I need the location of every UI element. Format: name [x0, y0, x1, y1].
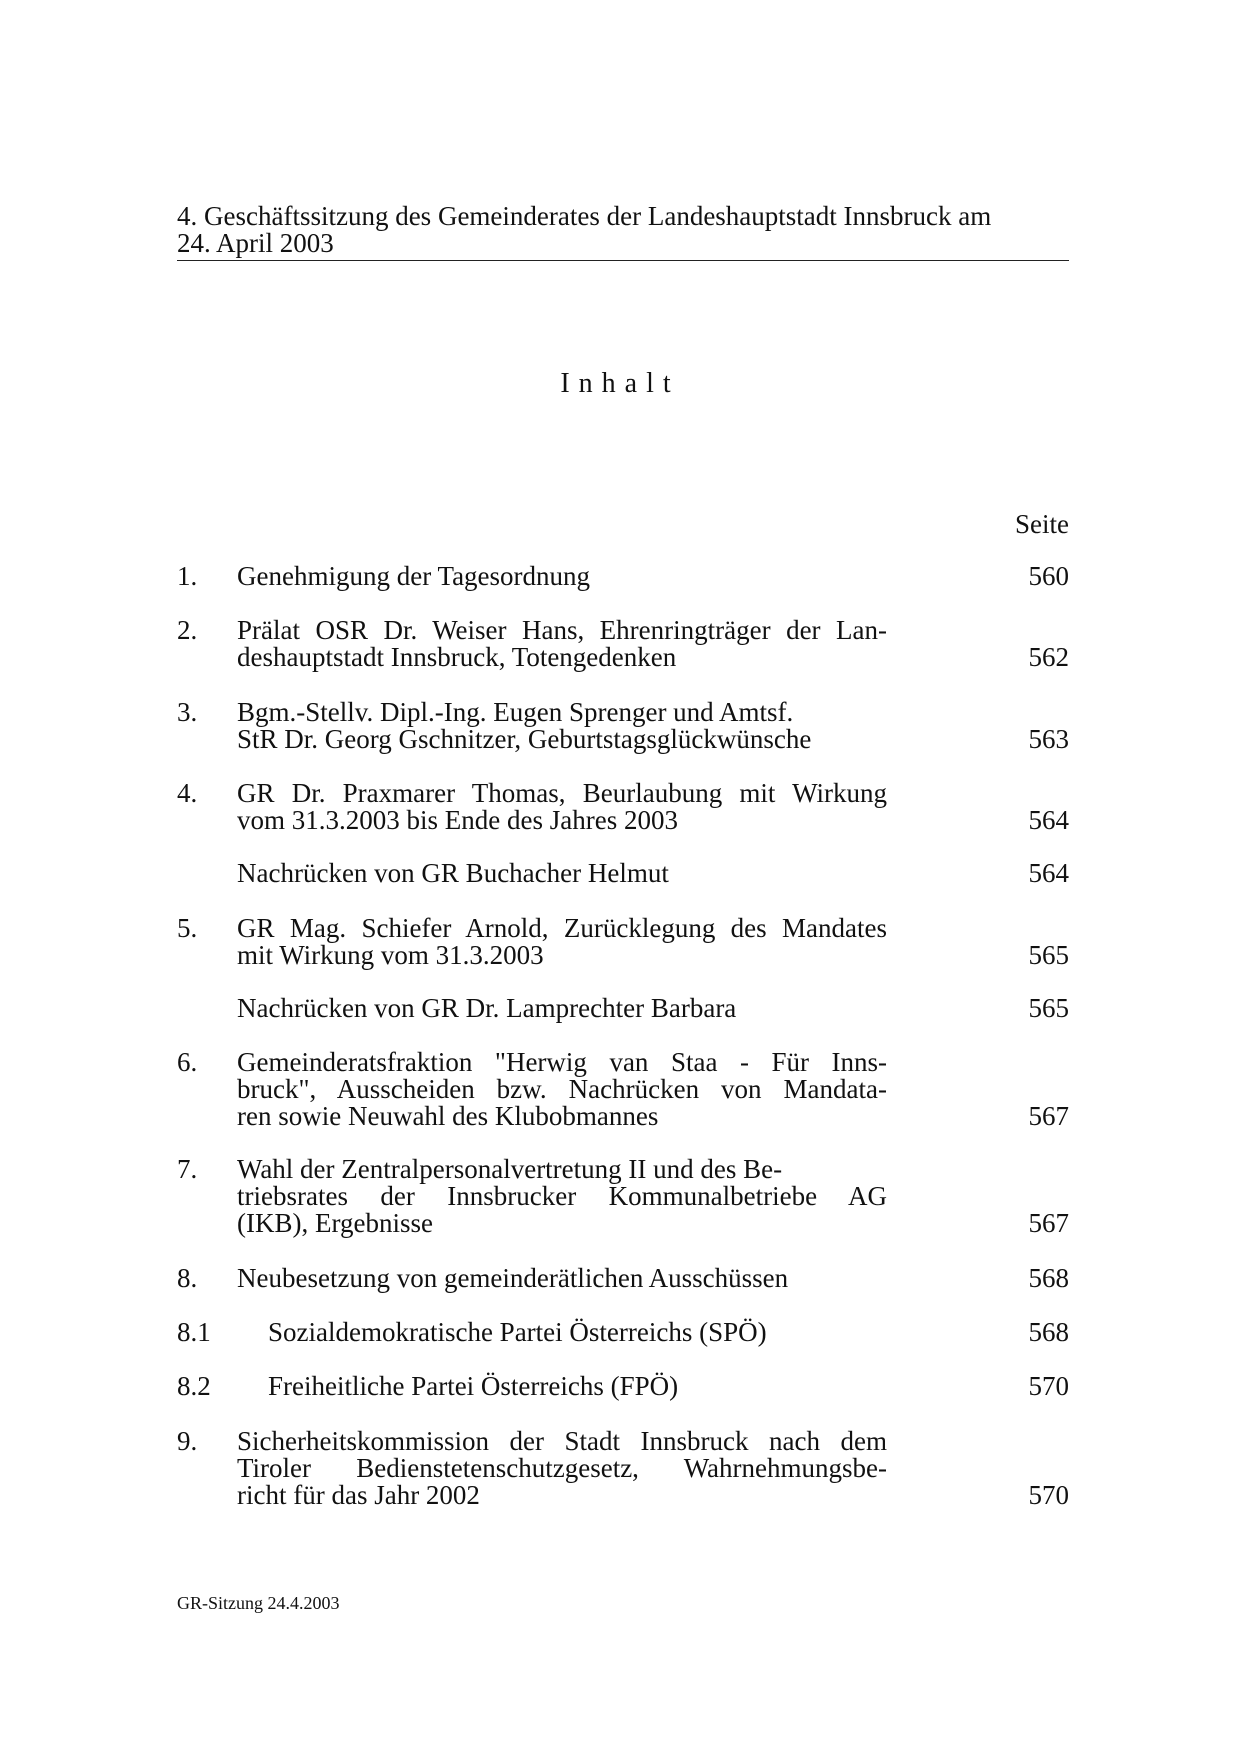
toc-entry [177, 915, 1069, 969]
toc-entry-page: 565 [1028, 940, 1069, 970]
toc-entry-line: Tiroler Bedienstetenschutzgesetz, Wahrnehmungsbe- [237, 1453, 887, 1483]
toc-entry-line: deshauptstadt Innsbruck, Totengedenken [237, 642, 677, 672]
toc-entry-text [237, 563, 887, 590]
toc-entry-line: GR Dr. Praxmarer Thomas, Beurlaubung mit Wirkung [237, 778, 887, 808]
toc-entry-number: 1. [177, 561, 198, 591]
toc-entry-number: 2. [177, 615, 198, 645]
toc-entry-number: 7. [177, 1154, 198, 1184]
toc-entry [177, 860, 1069, 887]
toc-entry-number: 4. [177, 778, 198, 808]
toc-entry-text [237, 1265, 887, 1292]
toc-entry-number: 9. [177, 1426, 198, 1456]
toc-entry-number: 3. [177, 697, 198, 727]
toc-entry-page: 570 [1028, 1480, 1069, 1510]
toc-entry-line: triebsrates der Innsbrucker Kommunalbetriebe AG [237, 1181, 887, 1211]
toc-entry-text [237, 780, 887, 834]
toc-entry-page: 570 [1028, 1371, 1069, 1401]
toc-entry-text [268, 1319, 918, 1346]
toc-entry-line: Genehmigung der Tagesordnung [237, 561, 591, 591]
header-line-1: 4. Geschäftssitzung des Gemeinderates der Landeshauptstadt Innsbruck am [177, 201, 992, 231]
toc-entry-line: bruck", Ausscheiden bzw. Nachrücken von Mandata- [237, 1074, 887, 1104]
toc-entry-text [237, 995, 887, 1022]
toc-entry-text [237, 699, 887, 753]
toc-entry-page: 560 [1028, 561, 1069, 591]
toc-entry-page: 564 [1028, 858, 1069, 888]
toc-entry-line: Nachrücken von GR Buchacher Helmut [237, 858, 669, 888]
toc-entry [177, 1319, 1069, 1346]
page-column-label: Seite [1015, 509, 1069, 539]
toc-entry-page: 568 [1028, 1263, 1069, 1293]
toc-entry-text [237, 1049, 887, 1130]
toc-entry-line: Prälat OSR Dr. Weiser Hans, Ehrenringträger der Lan- [237, 615, 887, 645]
toc-entry-line: StR Dr. Georg Gschnitzer, Geburtstagsglückwünsche [237, 724, 812, 754]
header-line-2: 24. April 2003 [177, 228, 334, 258]
toc-entry-text [237, 915, 887, 969]
toc-entry-number: 6. [177, 1047, 198, 1077]
toc-entry-page: 567 [1028, 1208, 1069, 1238]
toc-entry-line: GR Mag. Schiefer Arnold, Zurücklegung des Mandates [237, 913, 887, 943]
toc-title: Inhalt [560, 368, 680, 399]
toc-entry [177, 563, 1069, 590]
toc-entry [177, 995, 1069, 1022]
toc-entry-line: Freiheitliche Partei Österreichs (FPÖ) [268, 1371, 679, 1401]
toc-entry-number: 5. [177, 913, 198, 943]
toc-entry-line: Sicherheitskommission der Stadt Innsbruck nach dem [237, 1426, 887, 1456]
toc-entry [177, 699, 1069, 753]
toc-entry-line: ren sowie Neuwahl des Klubobmannes [237, 1101, 659, 1131]
toc-entry [177, 780, 1069, 834]
toc-entry-page: 568 [1028, 1317, 1069, 1347]
document-header [177, 203, 1069, 261]
toc-entry-number: 8. [177, 1263, 198, 1293]
toc-entry-text [237, 617, 887, 671]
toc-entry [177, 1265, 1069, 1292]
toc-entry-line: Neubesetzung von gemeinderätlichen Ausschüssen [237, 1263, 789, 1293]
toc-entry [177, 1049, 1069, 1130]
toc-entry-line: Gemeinderatsfraktion "Herwig van Staa - Für Inns- [237, 1047, 887, 1077]
toc-entry-page: 562 [1028, 642, 1069, 672]
toc-entry-line: (IKB), Ergebnisse [237, 1208, 433, 1238]
toc-entry [177, 1373, 1069, 1400]
toc-entry-text [268, 1373, 918, 1400]
toc-entry-line: Wahl der Zentralpersonalvertretung II und des Be- [237, 1154, 783, 1184]
toc-entry-line: mit Wirkung vom 31.3.2003 [237, 940, 544, 970]
toc-entry-page: 563 [1028, 724, 1069, 754]
toc-entry-line: Nachrücken von GR Dr. Lamprechter Barbara [237, 993, 737, 1023]
toc-entry-page: 565 [1028, 993, 1069, 1023]
toc-entry-page: 564 [1028, 805, 1069, 835]
toc-entry-line: vom 31.3.2003 bis Ende des Jahres 2003 [237, 805, 678, 835]
toc-entry [177, 1156, 1069, 1237]
toc-entry-text [237, 1428, 887, 1509]
toc-entry-line: Sozialdemokratische Partei Österreichs (SPÖ) [268, 1317, 767, 1347]
page-footer: GR-Sitzung 24.4.2003 [177, 1593, 340, 1613]
toc-entry [177, 617, 1069, 671]
toc-entry-page: 567 [1028, 1101, 1069, 1131]
toc-entry-number: 8.2 [177, 1371, 211, 1401]
toc-entry-text [237, 1156, 887, 1237]
toc-entry-text [237, 860, 887, 887]
toc-entry-line: Bgm.-Stellv. Dipl.-Ing. Eugen Sprenger und Amtsf. [237, 697, 794, 727]
toc-entry [177, 1428, 1069, 1509]
toc-entry-number: 8.1 [177, 1317, 211, 1347]
toc-entry-line: richt für das Jahr 2002 [237, 1480, 480, 1510]
